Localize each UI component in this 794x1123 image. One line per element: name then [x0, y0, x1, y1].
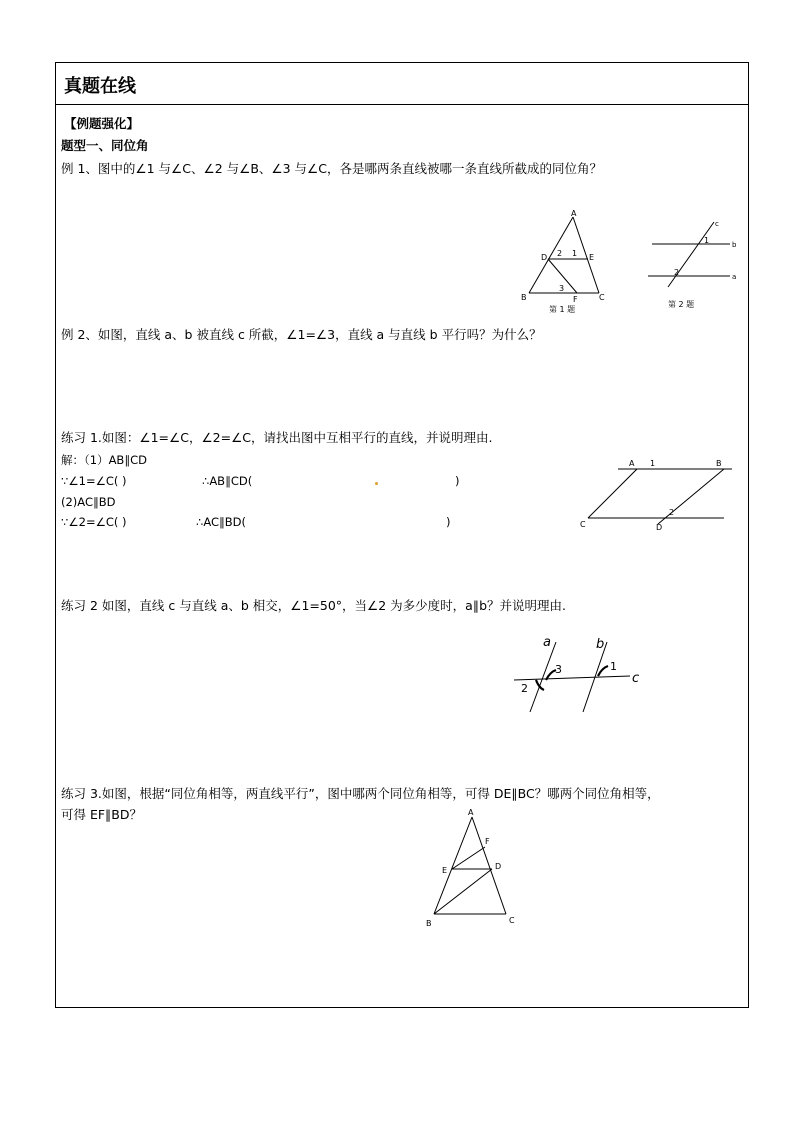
label-a: A	[629, 459, 635, 468]
practice-1-question: 练习 1.如图：∠1=∠C，∠2=∠C，请找出图中互相平行的直线，并说明理由.	[61, 430, 493, 445]
label-a: A	[571, 209, 577, 218]
practice-1-step-4a: ∵∠2=∠C( )	[61, 515, 127, 529]
header-row	[56, 63, 748, 105]
figure-1	[515, 205, 615, 315]
figure-2-caption: 第 2 题	[668, 300, 695, 309]
label-f: F	[485, 837, 490, 846]
label-c: C	[599, 293, 605, 302]
line-c	[514, 676, 630, 680]
angle-3-label: 3	[555, 663, 562, 676]
label-f: F	[573, 295, 578, 304]
practice-2-figure	[508, 632, 648, 714]
practice-3-question-line-2: 可得 EF∥BD？	[61, 807, 143, 822]
line-ac	[588, 469, 637, 518]
label-c: C	[509, 916, 515, 925]
label-e: E	[589, 253, 595, 262]
label-b: b	[732, 241, 737, 249]
practice-1-step-3: (2)AC∥BD	[61, 495, 116, 509]
practice-1-step-4c: )	[446, 515, 451, 529]
label-c: c	[715, 220, 719, 228]
topic-heading: 题型一、同位角	[61, 138, 149, 153]
label-b: B	[426, 919, 432, 928]
figure-2	[640, 212, 750, 317]
label-e: E	[442, 866, 448, 875]
label-d: D	[541, 253, 548, 262]
line-ab	[529, 217, 573, 293]
label-b: b	[596, 637, 605, 652]
angle-1-label: 1	[610, 660, 617, 673]
angle-1-label: 1	[650, 459, 656, 468]
page-title: 真题在线	[64, 76, 136, 97]
line-ef	[452, 847, 485, 869]
practice-2-question: 练习 2 如图，直线 c 与直线 a、b 相交，∠1=50°，当∠2 为多少度时，a∥b？并说明理由.	[61, 598, 567, 613]
practice-1-step-4b: ∴AC∥BD(	[196, 515, 246, 529]
label-d: D	[495, 862, 502, 871]
figure-1-caption: 第 1 题	[549, 305, 576, 314]
practice-1-step-2c: )	[455, 474, 460, 488]
example-2-question: 例 2、如图，直线 a、b 被直线 c 所截，∠1=∠3，直线 a 与直线 b 平行吗？为什么？	[61, 327, 542, 342]
label-a: a	[543, 635, 551, 650]
practice-1-figure	[578, 452, 738, 534]
label-c: C	[580, 520, 586, 529]
line-c	[668, 222, 714, 287]
example-1-question: 例 1、图中的∠1 与∠C、∠2 与∠B、∠3 与∠C，各是哪两条直线被哪一条直线所截成的同位角？	[61, 161, 602, 176]
angle-2-label: 2	[669, 508, 675, 517]
label-a: a	[732, 273, 737, 281]
stray-mark	[375, 482, 378, 485]
angle-3-label: 3	[559, 284, 565, 293]
practice-1-step-2a: ∵∠1=∠C( )	[61, 474, 127, 488]
line-bd	[658, 469, 724, 524]
content-table	[55, 62, 749, 1008]
line-a	[530, 642, 556, 712]
practice-1-step-2b: ∴AB∥CD(	[202, 474, 253, 488]
label-b: B	[716, 459, 722, 468]
section-label: 【例题强化】	[64, 116, 140, 131]
angle-2-label: 2	[674, 268, 680, 277]
angle-2-label: 2	[557, 249, 563, 258]
angle-2-label: 2	[521, 682, 528, 695]
angle-1-arc	[598, 666, 608, 676]
label-c: c	[632, 671, 640, 686]
angle-1-label: 1	[704, 236, 710, 245]
practice-1-step-1: 解：（1）AB∥CD	[61, 453, 147, 467]
practice-3-figure	[420, 806, 525, 931]
practice-3-question-line-1: 练习 3.如图，根据“同位角相等，两直线平行”，图中哪两个同位角相等，可得 DE∥BC？哪两个同位角相等，	[61, 786, 660, 801]
angle-1-label: 1	[572, 249, 578, 258]
label-a: A	[468, 808, 474, 817]
label-b: B	[521, 293, 527, 302]
label-d: D	[656, 523, 663, 532]
